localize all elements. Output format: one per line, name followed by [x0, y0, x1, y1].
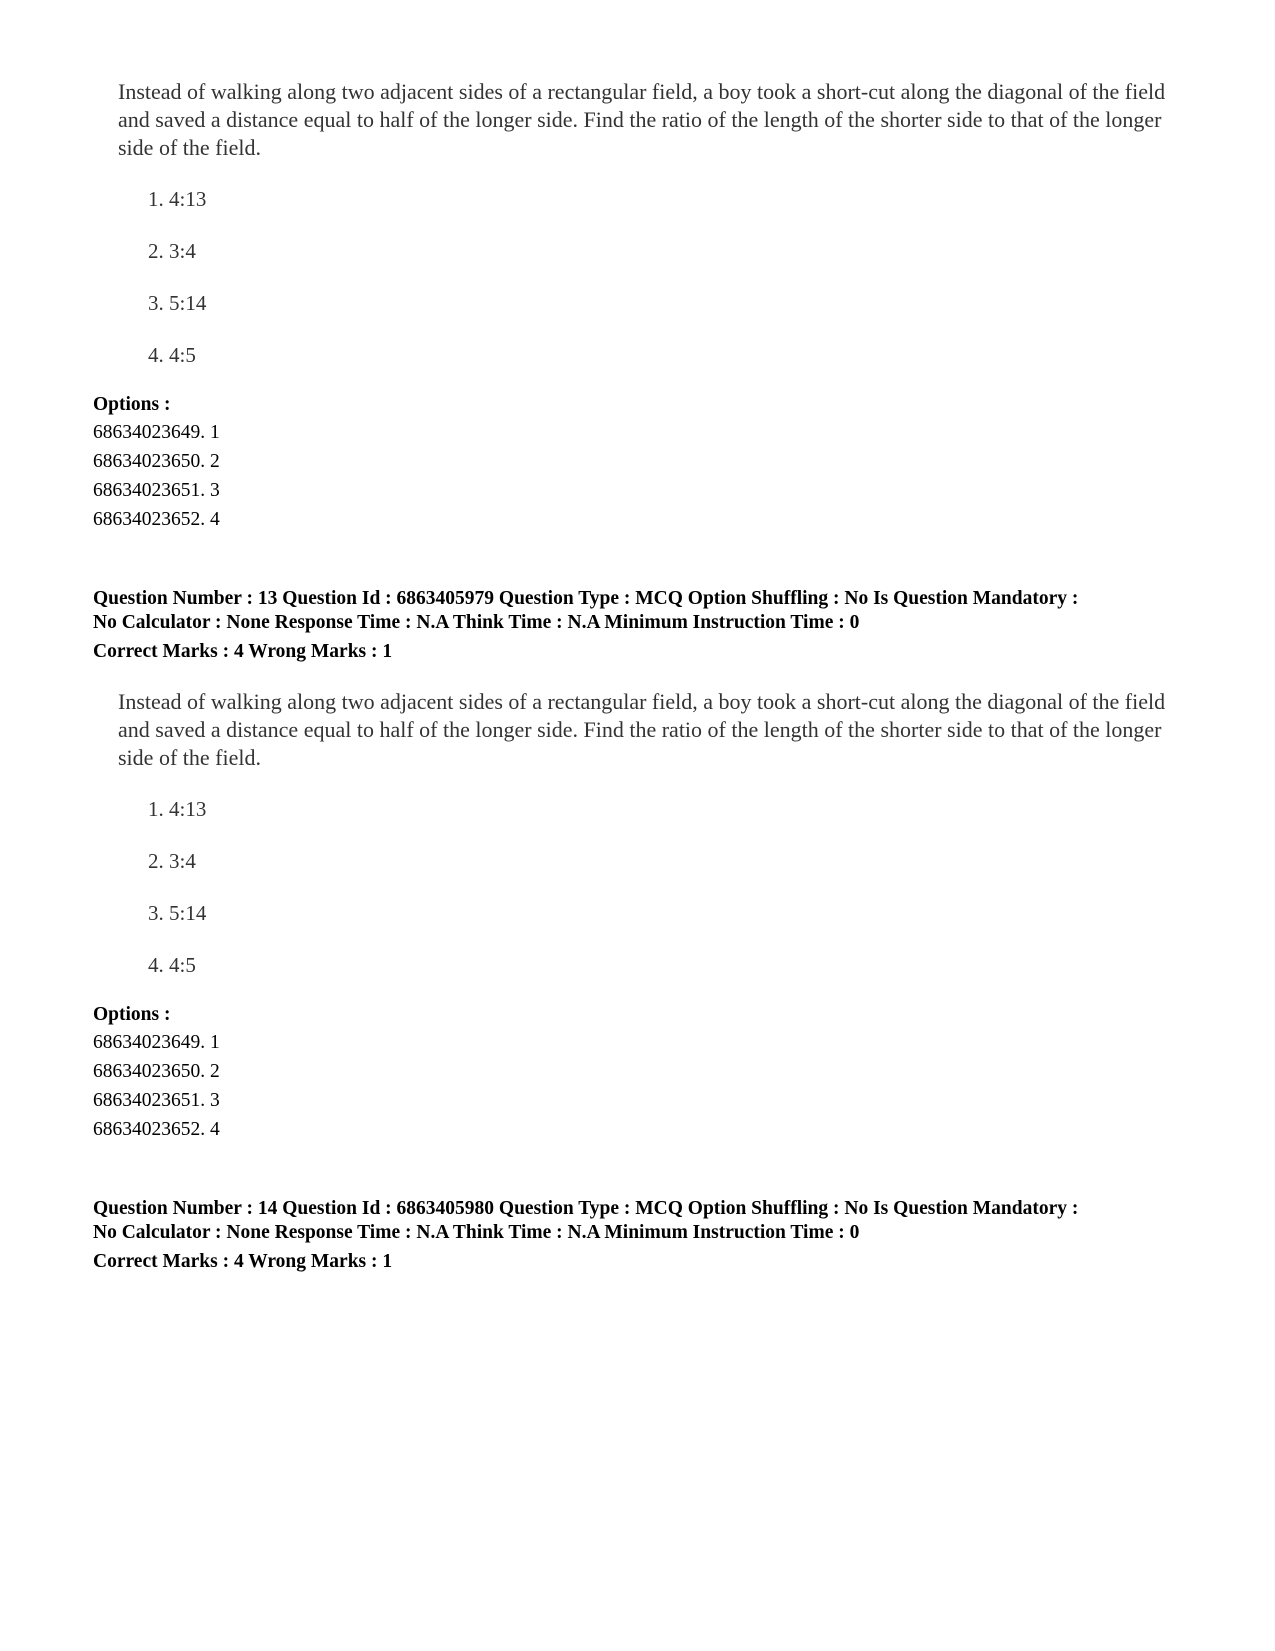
question-13-meta-line-1: Question Number : 13 Question Id : 6863405979 Question Type : MCQ Option Shuffling : No Is Question Mandatory : [93, 588, 1079, 609]
question-12-choice-2: 2. 3:4 [148, 239, 196, 263]
question-13-choice-4: 4. 4:5 [148, 953, 196, 977]
question-13-choice-2: 2. 3:4 [148, 849, 196, 873]
question-12-option-id-1: 68634023649. 1 [93, 422, 220, 443]
question-13-option-id-3: 68634023651. 3 [93, 1090, 220, 1111]
question-13-option-id-2: 68634023650. 2 [93, 1061, 220, 1082]
question-12-image [118, 78, 1188, 378]
question-12-choice-1: 1. 4:13 [148, 187, 207, 211]
question-12-choice-3: 3. 5:14 [148, 291, 207, 315]
question-12-option-id-3: 68634023651. 3 [93, 480, 220, 501]
question-14-marks: Correct Marks : 4 Wrong Marks : 1 [93, 1251, 393, 1272]
question-13-options-label: Options : [93, 1004, 171, 1025]
question-13-marks: Correct Marks : 4 Wrong Marks : 1 [93, 641, 393, 662]
question-12-option-id-4: 68634023652. 4 [93, 509, 220, 530]
question-13-meta-line-2: No Calculator : None Response Time : N.A Think Time : N.A Minimum Instruction Time : 0 [93, 612, 860, 633]
question-12-options-label: Options : [93, 394, 171, 415]
question-12-option-id-2: 68634023650. 2 [93, 451, 220, 472]
question-13-choice-3: 3. 5:14 [148, 901, 207, 925]
question-13-text: Instead of walking along two adjacent sides of a rectangular field, a boy took a short-cut along the diagonal of the field and saved a distance equal to half of the longer side. Find the ratio of the length of the shorter side to that of the longer side of the field. [118, 689, 1166, 770]
question-12-choice-4: 4. 4:5 [148, 343, 196, 367]
question-12-text: Instead of walking along two adjacent sides of a rectangular field, a boy took a short-cut along the diagonal of the field and saved a distance equal to half of the longer side. Find the ratio of the length of the shorter side to that of the longer side of the field. [118, 79, 1166, 160]
question-13-choice-1: 1. 4:13 [148, 797, 207, 821]
question-13-image [118, 688, 1188, 988]
question-13-option-id-1: 68634023649. 1 [93, 1032, 220, 1053]
question-14-meta-line-2: No Calculator : None Response Time : N.A Think Time : N.A Minimum Instruction Time : 0 [93, 1222, 860, 1243]
question-14-meta-line-1: Question Number : 14 Question Id : 6863405980 Question Type : MCQ Option Shuffling : No Is Question Mandatory : [93, 1198, 1079, 1219]
question-13-option-id-4: 68634023652. 4 [93, 1119, 220, 1140]
